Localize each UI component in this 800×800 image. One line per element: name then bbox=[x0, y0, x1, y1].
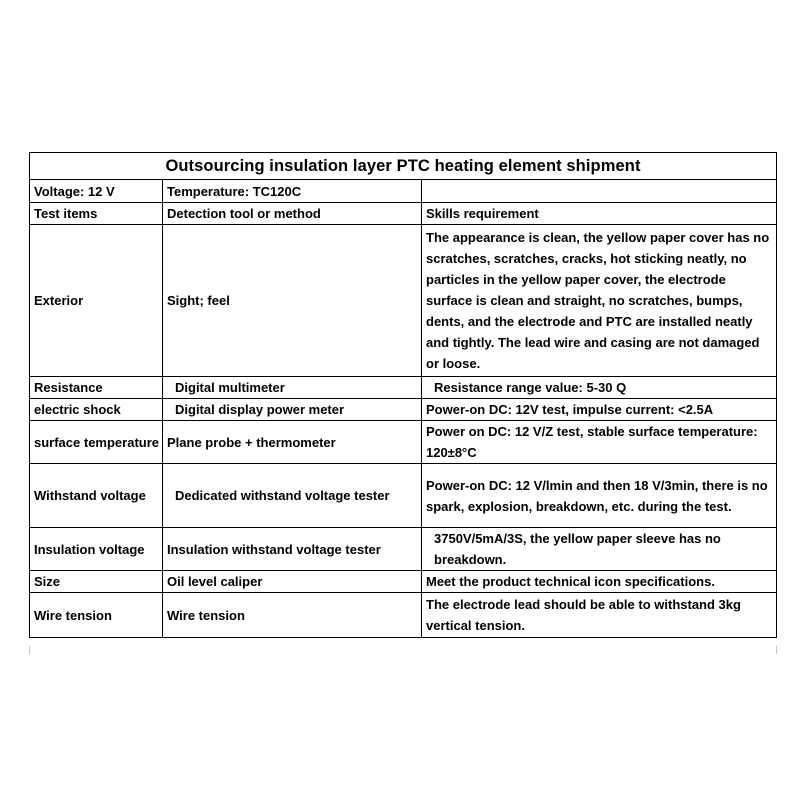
row-tool-surface-temperature: Plane probe + thermometer bbox=[163, 421, 422, 464]
row-item-resistance: Resistance bbox=[30, 377, 163, 399]
table-row bbox=[30, 377, 777, 399]
voltage-label: Voltage: 12 V bbox=[30, 180, 163, 203]
blank-cell bbox=[422, 180, 777, 203]
row-tool-electric-shock: Digital display power meter bbox=[163, 399, 422, 421]
gridline-left bbox=[29, 646, 30, 654]
row-requirement-insulation-voltage: 3750V/5mA/3S, the yellow paper sleeve has no breakdown. bbox=[422, 528, 777, 571]
row-item-exterior: Exterior bbox=[30, 225, 163, 377]
row-requirement-size: Meet the product technical icon specifications. bbox=[422, 571, 777, 593]
row-requirement-electric-shock: Power-on DC: 12V test, impulse current: <2.5A bbox=[422, 399, 777, 421]
row-item-size: Size bbox=[30, 571, 163, 593]
inspection-table bbox=[29, 152, 777, 638]
header-detection-tool: Detection tool or method bbox=[163, 203, 422, 225]
table-row bbox=[30, 593, 777, 638]
row-tool-exterior: Sight; feel bbox=[163, 225, 422, 377]
table-row bbox=[30, 399, 777, 421]
table-title: Outsourcing insulation layer PTC heating element shipment bbox=[30, 153, 777, 180]
row-requirement-exterior: The appearance is clean, the yellow paper cover has no scratches, scratches, cracks, hot sticking neatly, no particles in the yellow paper cover, the electrode surface is clean and straight, no scratches, bumps, dents, and the electrode and PTC are installed neatly and tightly. The lead wire and casing are not damaged or loose. bbox=[422, 225, 777, 377]
temperature-label: Temperature: TC120C bbox=[163, 180, 422, 203]
row-tool-withstand-voltage: Dedicated withstand voltage tester bbox=[163, 464, 422, 528]
title-row bbox=[30, 153, 777, 180]
row-requirement-wire-tension: The electrode lead should be able to withstand 3kg vertical tension. bbox=[422, 593, 777, 638]
row-requirement-resistance: Resistance range value: 5-30 Q bbox=[422, 377, 777, 399]
gridline-right bbox=[776, 646, 777, 654]
row-tool-size: Oil level caliper bbox=[163, 571, 422, 593]
header-row bbox=[30, 203, 777, 225]
table-row bbox=[30, 571, 777, 593]
spec-row bbox=[30, 180, 777, 203]
row-tool-wire-tension: Wire tension bbox=[163, 593, 422, 638]
row-tool-resistance: Digital multimeter bbox=[163, 377, 422, 399]
row-tool-insulation-voltage: Insulation withstand voltage tester bbox=[163, 528, 422, 571]
row-item-wire-tension: Wire tension bbox=[30, 593, 163, 638]
header-skills-requirement: Skills requirement bbox=[422, 203, 777, 225]
table-row bbox=[30, 225, 777, 377]
table-row bbox=[30, 421, 777, 464]
table-row bbox=[30, 528, 777, 571]
row-item-electric-shock: electric shock bbox=[30, 399, 163, 421]
row-requirement-withstand-voltage: Power-on DC: 12 V/lmin and then 18 V/3min, there is no spark, explosion, breakdown, etc. during the test. bbox=[422, 464, 777, 528]
row-item-insulation-voltage: Insulation voltage bbox=[30, 528, 163, 571]
row-requirement-surface-temperature: Power on DC: 12 V/Z test, stable surface temperature: 120±8°C bbox=[422, 421, 777, 464]
row-item-withstand-voltage: Withstand voltage bbox=[30, 464, 163, 528]
header-test-items: Test items bbox=[30, 203, 163, 225]
table-row bbox=[30, 464, 777, 528]
spec-sheet bbox=[29, 152, 776, 648]
row-item-surface-temperature: surface temperature bbox=[30, 421, 163, 464]
